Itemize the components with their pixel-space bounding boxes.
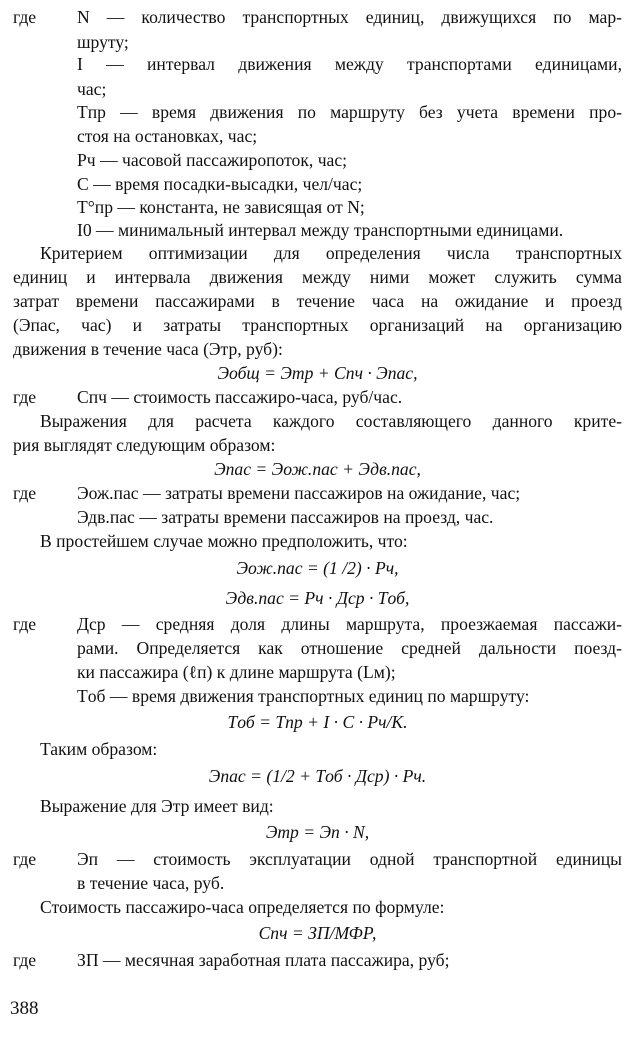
paragraph-line: движения в течение часа (Этр, руб): [13,339,283,359]
where-label: где [13,849,37,869]
formula-passenger-cost: Эпас = Эож.пас + Эдв.пас, [214,459,421,479]
where-label: где [13,614,37,634]
formula-waiting-time: Эож.пас = (1 /2) · Pч, [236,558,399,578]
definition-text: в течение часа, руб. [77,873,225,893]
formula-travel-time: Эдв.пас = Pч · Дср · Tоб, [225,588,410,608]
where-label: где [13,950,37,970]
where-label: где [13,483,37,503]
definition-where-1 [13,5,633,31]
definition-text: Cпч — стоимость пассажиро-часа, руб/час. [77,387,403,407]
text-line: стоя на остановках, час; [77,126,258,146]
where-label: где [13,387,37,407]
definition-text: ЗП — месячная заработная плата пассажира, руб; [77,950,450,970]
definition-where-3 [13,481,633,507]
paragraph-line: Критерием оптимизации для определения числа транспортных [40,243,622,263]
formula-passenger-result: Эпас = (1/2 + Tоб · Дср) · Pч. [208,766,427,786]
definition-text: I — интервал движения между транспортами единицами, [77,54,622,74]
definition-text: Эож.пас — затраты времени пассажиров на ожидание, час; [77,483,521,503]
definition-text: Tпр — время движения по маршруту без учета времени про- [77,102,622,122]
definition-text: Эп — стоимость эксплуатации одной транспортной единицы [77,849,622,869]
where-label: где [13,7,37,27]
definition-text: N — количество транспортных единиц, движущихся по мар- [77,7,622,27]
definition-text: Pч — часовой пассажиропоток, час; [77,150,348,170]
paragraph-line: Выражения для расчета каждого составляющего данного крите- [40,411,622,431]
definition-text: ки пассажира (ℓп) к длине маршрута (Lм); [77,662,396,682]
text-line: шруту; [77,32,129,52]
paragraph-line: затрат времени пассажирами в течение часа на ожидание и проезд [13,291,622,311]
paragraph-line: (Эпас, час) и затраты транспортных организаций на организацию [13,315,622,335]
formula-passenger-hour-cost: Cпч = ЗП/МФР, [258,923,377,943]
definition-text: Tоб — время движения транспортных единиц по маршруту: [77,686,530,706]
definition-text: I0 — минимальный интервал между транспортными единицами. [77,220,564,240]
definition-text: Дср — средняя доля длины маршрута, проезжаемая пассажи- [77,614,622,634]
paragraph-line: Таким образом: [40,739,158,759]
formula-transport-cost: Этр = Эп · N, [265,822,370,842]
text-line: час; [77,79,107,99]
definition-text: T°пр — константа, не зависящая от N; [77,197,365,217]
definition-where-6 [13,948,633,974]
formula-total-cost: Эобщ = Этр + Cпч · Эпас, [217,363,418,383]
paragraph-line: Выражение для Этр имеет вид: [40,796,274,816]
paragraph-line: рия выглядят следующим образом: [13,435,276,455]
paragraph-line: единиц и интервала движения между ними может служить сумма [13,267,622,287]
definition-text: C — время посадки-высадки, чел/час; [77,174,363,194]
formula-route-time: Tоб = Tпр + I · C · Pч/K. [227,712,408,732]
paragraph-line: Стоимость пассажиро-часа определяется по формуле: [40,897,445,917]
paragraph-line: В простейшем случае можно предположить, что: [40,531,408,551]
definition-text: рами. Определяется как отношение средней дальности поезд- [77,638,622,658]
definition-where-2 [13,385,633,411]
definition-where-4 [13,612,633,638]
definition-text: Эдв.пас — затраты времени пассажиров на проезд, час. [77,507,494,527]
page-number: 388 [10,998,39,1019]
definition-where-5 [13,847,633,873]
